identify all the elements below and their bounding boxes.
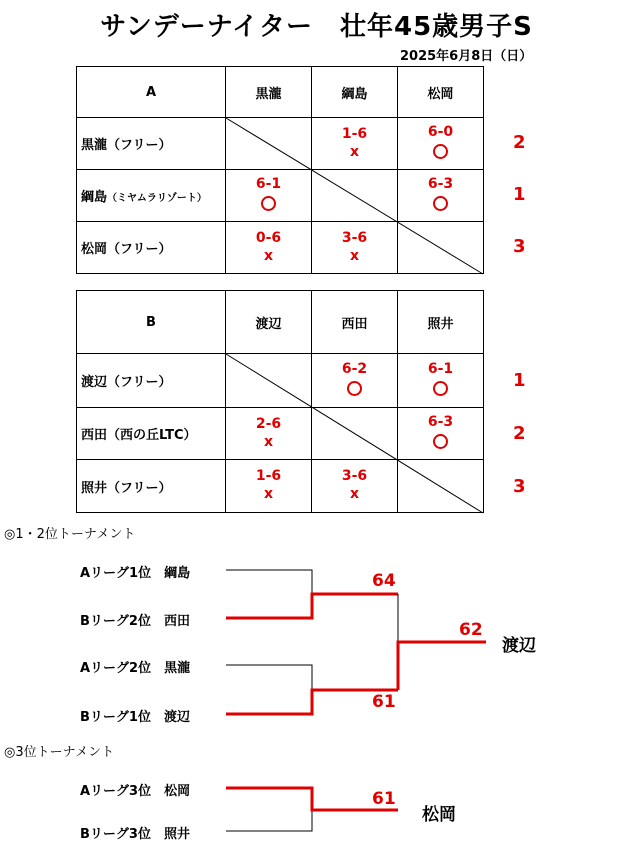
rank-value: 2 [513,132,526,153]
loss-mark: x [349,486,360,502]
player-club: （フリー） [107,480,172,496]
match-score: 3-6 [341,229,368,246]
player-club: （ミヤムラリゾート） [107,193,207,204]
match-score: 6-0 [427,124,454,140]
loss-mark: x [349,143,360,160]
league-a-diagonal [226,118,483,274]
player-name: 渡辺 [81,375,108,390]
rank-value: 1 [513,184,526,205]
league-b-col-header: 西田 [312,291,398,354]
match-score: 1-6 [341,125,368,142]
rank-value: 2 [513,423,526,444]
match-score: 6-1 [255,176,282,192]
page-title: サンデーナイター 壮年45歳男子S [100,12,533,42]
match-score: 62 [459,620,483,640]
winner-path [226,594,398,618]
player-club: （西の丘LTC） [107,428,197,443]
bracket-line [226,570,312,594]
match-score: 1-6 [255,468,282,484]
match-score: 61 [372,789,396,809]
match-score: 0-6 [255,229,282,246]
player-name: 黒瀧 [81,138,108,153]
champion-name: 渡辺 [502,636,536,656]
league-b-label: B [77,291,226,354]
match-score: 2-6 [255,415,282,432]
match-score: 6-3 [427,176,454,192]
player-name: 綱島 [81,190,108,205]
bracket-entry: Aリーグ2位 黒瀧 [80,661,191,676]
bracket-line [226,810,312,831]
bracket-entry: Bリーグ3位 照井 [80,827,190,842]
player-club: （フリー） [107,138,172,153]
player-name: 松岡 [81,242,108,257]
bracket-entry: Bリーグ2位 西田 [80,614,190,629]
match-score: 3-6 [341,468,368,484]
league-b-diagonal [226,354,483,513]
loss-mark: x [349,247,360,264]
bracket-entry: Aリーグ3位 松岡 [80,784,191,799]
loss-mark: x [263,486,274,502]
player-club: （フリー） [107,375,172,390]
player-name: 西田 [81,428,108,443]
bracket-entry: Aリーグ1位 綱島 [80,566,191,581]
rank-value: 1 [513,370,526,391]
loss-mark: x [263,433,274,450]
bracket-entry: Bリーグ1位 渡辺 [80,710,190,725]
winner-path [398,642,486,690]
tournament1-heading: ◎1・2位トーナメント [4,527,136,542]
league-b-col-header: 渡辺 [226,291,312,354]
match-score: 6-3 [427,414,454,430]
league-a-col-header: 黒瀧 [226,67,312,118]
league-b-col-header: 照井 [398,291,484,354]
player-name: 照井 [81,480,108,496]
loss-mark: x [263,247,274,264]
third-place-name: 松岡 [422,805,456,825]
match-score: 61 [372,692,396,712]
player-club: （フリー） [107,242,172,257]
match-score: 6-1 [427,361,454,377]
league-a-col-header: 綱島 [312,67,398,118]
rank-value: 3 [513,236,526,257]
league-a-col-header: 松岡 [398,67,484,118]
tournament3-heading: ◎3位トーナメント [4,745,115,760]
match-score: 64 [372,571,396,591]
league-a-label: A [77,67,226,118]
event-date: 2025年6月8日（日） [400,49,533,64]
bracket-line [226,665,312,690]
match-score: 6-2 [341,361,368,377]
rank-value: 3 [513,476,526,497]
